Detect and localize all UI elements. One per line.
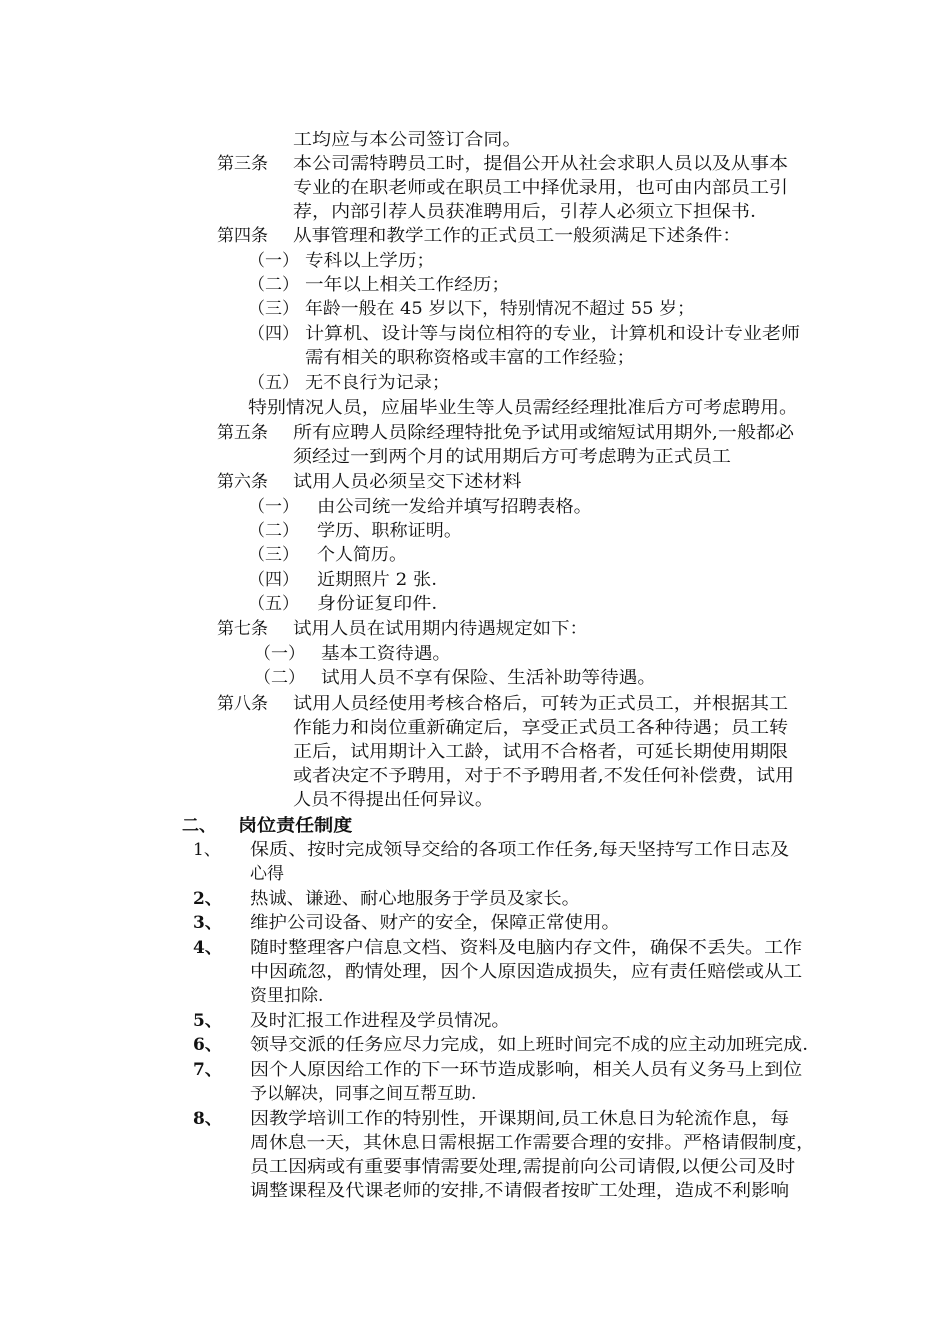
text-line: （四） xyxy=(248,324,299,344)
text-line: 予以解决，同事之间互帮互助. xyxy=(250,1084,477,1104)
text-line: 所有应聘人员除经理特批免予试用或缩短试用期外,一般都必 xyxy=(293,423,795,443)
text-line: 专科以上学历； xyxy=(305,251,435,271)
text-line: 第四条 xyxy=(217,226,268,246)
text-line: 随时整理客户信息文档、资料及电脑内存文件，确保不丢失。工作 xyxy=(250,938,803,958)
text-line: 或者决定不予聘用，对于不予聘用者,不发任何补偿费，试用 xyxy=(293,766,795,786)
text-line: 试用人员经使用考核合格后，可转为正式员工，并根据其工 xyxy=(293,694,789,714)
text-line: 由公司统一发给并填写招聘表格。 xyxy=(317,497,592,517)
text-line: 第六条 xyxy=(217,472,268,492)
text-line: （二） xyxy=(248,521,299,541)
text-line: （一） xyxy=(248,497,299,517)
text-line: 作能力和岗位重新确定后，享受正式员工各种待遇；员工转 xyxy=(293,718,789,738)
text-line: 调整课程及代课老师的安排,不请假者按旷工处理，造成不利影响 xyxy=(250,1181,790,1201)
text-line: 维护公司设备、财产的安全，保障正常使用。 xyxy=(250,913,620,933)
text-line: 工均应与本公司签订合同。 xyxy=(293,130,522,150)
text-line: （二） xyxy=(248,275,299,295)
text-line: 8、 xyxy=(193,1109,222,1129)
text-line: 4、 xyxy=(193,938,222,958)
text-line: 第七条 xyxy=(217,619,268,639)
text-line: （三） xyxy=(248,299,299,319)
text-line: 计算机、设计等与岗位相符的专业，计算机和设计专业老师 xyxy=(305,324,801,344)
text-line: 周休息一天，其休息日需根据工作需要合理的安排。严格请假制度， xyxy=(250,1133,815,1153)
text-line: 因教学培训工作的特别性，开课期间,员工休息日为轮流作息，每 xyxy=(250,1109,790,1129)
text-line: 保质、按时完成领导交给的各项工作任务,每天坚持写工作日志及 xyxy=(250,840,790,860)
text-line: 年龄一般在 45 岁以下，特别情况不超过 55 岁； xyxy=(305,299,695,319)
text-line: 专业的在职老师或在职员工中择优录用，也可由内部员工引 xyxy=(293,178,789,198)
text-line: 5、 xyxy=(193,1011,222,1031)
text-line: 需有相关的职称资格或丰富的工作经验； xyxy=(305,348,635,368)
text-line: 心得 xyxy=(250,864,284,884)
text-line: （五） xyxy=(248,373,299,393)
text-line: 须经过一到两个月的试用期后方可考虑聘为正式员工 xyxy=(293,447,731,467)
text-line: 试用人员必须呈交下述材料 xyxy=(293,472,522,492)
text-line: 荐，内部引荐人员获准聘用后，引荐人必须立下担保书. xyxy=(293,202,757,222)
text-line: 从事管理和教学工作的正式员工一般须满足下述条件： xyxy=(293,226,741,246)
text-line: 中因疏忽，酌情处理，因个人原因造成损失，应有责任赔偿或从工 xyxy=(250,962,803,982)
text-line: （一） xyxy=(254,644,305,664)
text-line: （五） xyxy=(248,594,299,614)
text-line: 第八条 xyxy=(217,694,268,714)
text-line: 6、 xyxy=(193,1035,222,1055)
text-line: 员工因病或有重要事情需要处理,需提前向公司请假,以便公司及时 xyxy=(250,1157,796,1177)
text-line: 试用人员不享有保险、生活补助等待遇。 xyxy=(321,668,656,688)
text-line: 第五条 xyxy=(217,423,268,443)
text-line: 本公司需特聘员工时，提倡公开从社会求职人员以及从事本 xyxy=(293,154,789,174)
text-line: 特别情况人员，应届毕业生等人员需经经理批准后方可考虑聘用。 xyxy=(248,398,798,418)
text-line: 因个人原因给工作的下一环节造成影响，相关人员有义务马上到位 xyxy=(250,1060,803,1080)
text-line: 资里扣除. xyxy=(250,986,324,1006)
text-line: 1、 xyxy=(193,840,221,860)
text-line: （二） xyxy=(254,668,305,688)
text-line: 二、 xyxy=(182,816,216,836)
text-line: （三） xyxy=(248,545,299,565)
text-line: 7、 xyxy=(193,1060,222,1080)
text-line: （一） xyxy=(248,251,299,271)
text-line: 一年以上相关工作经历； xyxy=(305,275,510,295)
text-line: 试用人员在试用期内待遇规定如下： xyxy=(293,619,588,639)
text-line: 学历、职称证明。 xyxy=(317,521,462,541)
text-line: 近期照片 2 张. xyxy=(317,570,438,590)
text-line: 热诚、谦逊、耐心地服务于学员及家长。 xyxy=(250,889,580,909)
text-line: 2、 xyxy=(193,889,222,909)
text-line: 领导交派的任务应尽力完成，如上班时间完不成的应主动加班完成. xyxy=(250,1035,809,1055)
text-line: 及时汇报工作进程及学员情况。 xyxy=(250,1011,510,1031)
text-line: 个人简历。 xyxy=(317,545,407,565)
text-line: 身份证复印件. xyxy=(317,594,438,614)
text-line: 基本工资待遇。 xyxy=(321,644,451,664)
text-line: 人员不得提出任何异议。 xyxy=(293,790,493,810)
text-line: （四） xyxy=(248,570,299,590)
text-line: 岗位责任制度 xyxy=(238,816,353,836)
text-line: 正后，试用期计入工龄，试用不合格者，可延长期使用期限 xyxy=(293,742,789,762)
text-line: 3、 xyxy=(193,913,222,933)
text-line: 无不良行为记录； xyxy=(305,373,450,393)
text-line: 第三条 xyxy=(217,154,268,174)
